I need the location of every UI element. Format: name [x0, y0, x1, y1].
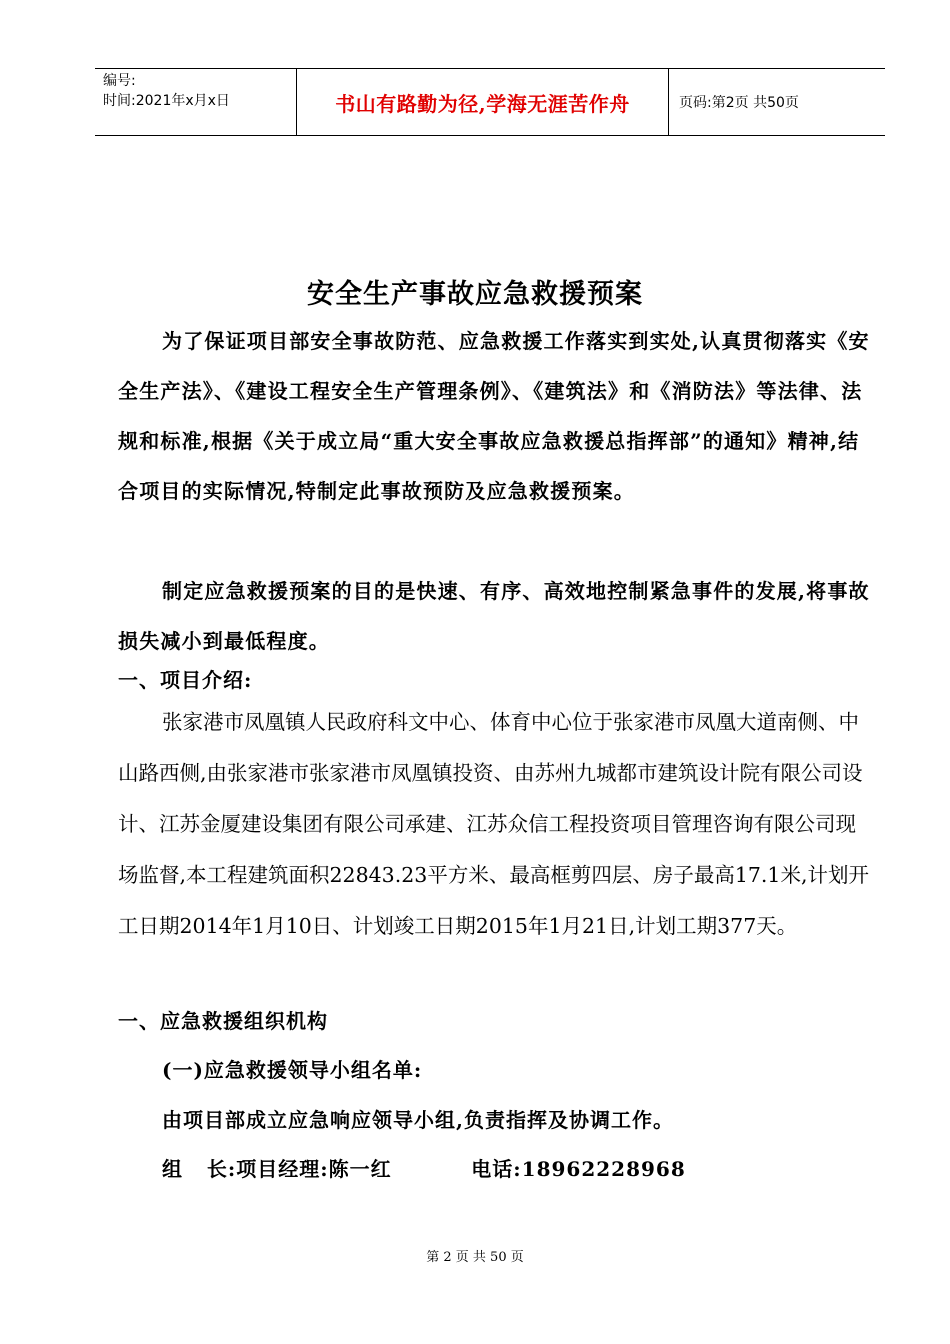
- page-footer: 第 2 页 共 50 页: [426, 1250, 524, 1265]
- header-left-cell: [95, 69, 297, 135]
- page-header: [95, 68, 885, 136]
- intro-paragraph-1: 为了保证项目部安全事故防范、应急救援工作落实到实处,认真贯彻落实《安全生产法》、《建设工程安全生产管理条例》、《建筑法》和《消防法》等法律、法规和标准,根据《关于成立局“重大安全事故应急救援总指挥部”的通知》精神,结合项目的实际情况,特制定此事故预防及应急救援预案。: [118, 329, 870, 503]
- header-page-number: 页码:第2页 共50页: [679, 95, 799, 111]
- section-heading-project-intro: 一、项目介绍:: [118, 668, 253, 692]
- leadership-description: 由项目部成立应急响应领导小组,负责指挥及协调工作。: [162, 1108, 674, 1132]
- project-intro-paragraph: 张家港市凤凰镇人民政府科文中心、体育中心位于张家港市凤凰大道南侧、中山路西侧,由张家港市张家港市凤凰镇投资、由苏州九城都市建筑设计院有限公司设计、江苏金厦建设集团有限公司承建、江苏众信工程投资项目管理咨询有限公司现场监督,本工程建筑面积22843.23平方米、最高框剪四层、房子最高17.1米,计划开工日期2014年1月10日、计划竣工日期2015年1月21日,计划工期377天。: [118, 710, 869, 938]
- document-time-label: 时间:2021年x月x日: [103, 93, 230, 109]
- section-heading-organization: 一、应急救援组织机构: [118, 1009, 328, 1033]
- intro-paragraph-2: 制定应急救援预案的目的是快速、有序、高效地控制紧急事件的发展,将事故损失减小到最低程度。: [118, 579, 870, 653]
- header-motto: 书山有路勤为径,学海无涯苦作舟: [297, 69, 669, 135]
- leader-contact-line: 组 长:项目经理:陈一红 电话:18962228968: [162, 1157, 686, 1181]
- document-number-label: 编号:: [103, 73, 136, 89]
- subsection-heading-leadership: (一)应急救援领导小组名单:: [162, 1058, 423, 1082]
- document-title: 安全生产事故应急救援预案: [307, 279, 643, 310]
